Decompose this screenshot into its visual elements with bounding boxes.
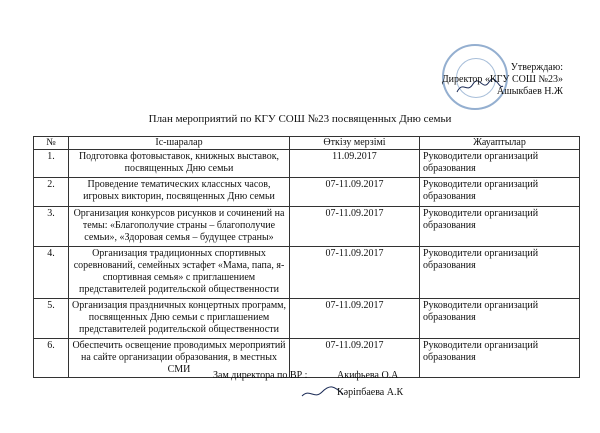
- row-number: 2.: [34, 178, 69, 207]
- row-event: Проведение тематических классных часов, игровых викторин, посвященных Дню семьи: [69, 178, 290, 207]
- row-number: 4.: [34, 247, 69, 299]
- row-number: 5.: [34, 299, 69, 339]
- header-responsible: Жауаптылар: [420, 137, 580, 150]
- row-number: 1.: [34, 150, 69, 178]
- row-event: Обеспечить освещение проводимых мероприятий на сайте организации образования, в местных СМИ: [69, 339, 290, 378]
- events-table: [33, 136, 580, 378]
- row-date: 07-11.09.2017: [290, 339, 420, 378]
- row-date: 07-11.09.2017: [290, 247, 420, 299]
- row-event: Организация традиционных спортивных соревнований, семейных эстафет «Мама, папа, я- спортивная семья» с приглашением представителей родительской общественности: [69, 247, 290, 299]
- table-row: [34, 299, 580, 339]
- row-responsible: Руководители организаций образования: [420, 150, 580, 178]
- table-header-row: [34, 137, 580, 150]
- row-date: 11.09.2017: [290, 150, 420, 178]
- table-row: [34, 207, 580, 247]
- row-date: 07-11.09.2017: [290, 178, 420, 207]
- deputy-name-1: Акифьева О.А: [337, 370, 399, 381]
- header-events: Іс-шаралар: [69, 137, 290, 150]
- row-event: Организация праздничных концертных программ, посвященных Дню семьи с приглашением представителей родительской общественности: [69, 299, 290, 339]
- row-number: 6.: [34, 339, 69, 378]
- deputy-name-2: Кәріпбаева А.К: [337, 387, 404, 398]
- header-date: Өткізу мерзімі: [290, 137, 420, 150]
- row-date: 07-11.09.2017: [290, 207, 420, 247]
- row-event: Организация конкурсов рисунков и сочинений на темы: «Благополучие страны – благополучие семьи», «Здоровая семья – будущее страны»: [69, 207, 290, 247]
- row-date: 07-11.09.2017: [290, 299, 420, 339]
- row-responsible: Руководители организаций образования: [420, 247, 580, 299]
- row-event: Подготовка фотовыставок, книжных выставок, посвященных Дню семьи: [69, 150, 290, 178]
- row-responsible: Руководители организаций образования: [420, 178, 580, 207]
- document-title: План мероприятий по КГУ СОШ №23 посвященных Дню семьи: [148, 113, 452, 125]
- row-number: 3.: [34, 207, 69, 247]
- table-row: [34, 178, 580, 207]
- row-responsible: Руководители организаций образования: [420, 299, 580, 339]
- approval-line-1: Утверждаю:: [510, 62, 563, 73]
- header-number: №: [34, 137, 69, 150]
- approval-line-3: Ашыкбаев Н.Ж: [496, 86, 563, 97]
- deputy-label: Зам директора по ВР :: [213, 370, 308, 381]
- approval-line-2: Директор «КГУ СОШ №23»: [441, 74, 563, 85]
- table-row: [34, 247, 580, 299]
- row-responsible: Руководители организаций образования: [420, 339, 580, 378]
- table-row: [34, 150, 580, 178]
- approval-block: [423, 62, 563, 98]
- row-responsible: Руководители организаций образования: [420, 207, 580, 247]
